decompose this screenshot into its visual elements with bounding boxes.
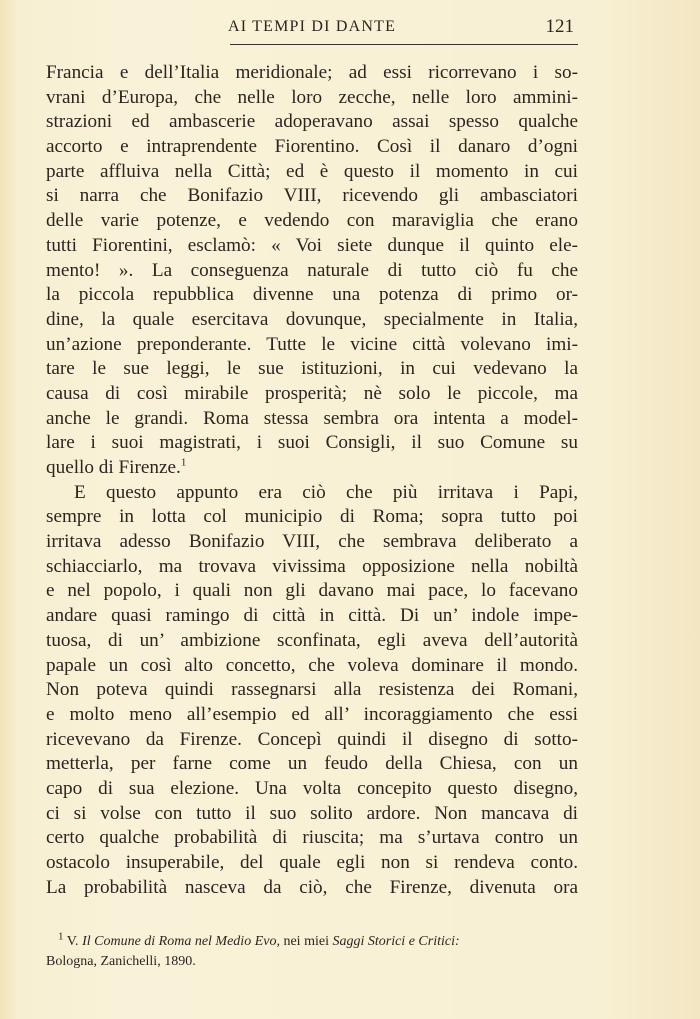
text-line: papale un così alto concetto, che voleva dominare il mondo. xyxy=(46,654,578,676)
text-line-last xyxy=(46,456,578,481)
text-line: Francia e dell’Italia meridionale; ad essi ricorrevano i so- xyxy=(46,62,578,83)
text-line: delle varie potenze, e vedendo con maraviglia che erano xyxy=(46,210,578,232)
text-line: schiacciarlo, ma trovava vivissima opposizione nella nobiltà xyxy=(46,555,578,577)
text-line: e nel popolo, i quali non gli davano mai pace, lo facevano xyxy=(46,580,578,602)
text-line: accorto e intraprendente Fiorentino. Così il danaro d’ogni xyxy=(46,136,578,158)
footnote-line xyxy=(46,932,580,952)
text-line: strazioni ed ambascerie adoperavano assai spesso qualche xyxy=(46,111,578,133)
text-line-content: quello di Firenze. xyxy=(46,457,181,478)
text-line: metterla, per farne come un feudo della Chiesa, con un xyxy=(46,753,578,775)
text-line: lare i suoi magistrati, i suoi Consigli, il suo Comune su xyxy=(46,432,578,454)
text-line: la piccola repubblica divenne una potenza di primo or- xyxy=(46,284,578,306)
page-number: 121 xyxy=(545,16,574,37)
paragraph-first-line: E questo appunto era ciò che più irritava i Papi, xyxy=(74,481,578,503)
footnote-reference: 1 xyxy=(180,456,187,469)
text-line: vrani d’Europa, che nelle loro zecche, nelle loro ammini- xyxy=(46,86,578,108)
text-line: capo di sua elezione. Una volta concepito questo disegno, xyxy=(46,777,578,799)
footnote-collection-title: Saggi Storici e Critici: xyxy=(332,934,460,949)
text-line: anche le grandi. Roma stessa sembra ora intenta a model- xyxy=(46,407,578,429)
text-line: La probabilità nasceva da ciò, che Firenze, divenuta ora xyxy=(46,876,578,898)
footnote-lead: V. xyxy=(66,934,79,949)
text-line: tutti Fiorentini, esclamò: « Voi siete dunque il quinto ele- xyxy=(46,234,578,256)
header-rule xyxy=(230,44,578,45)
text-line: irritava adesso Bonifazio VIII, che sembrava deliberato a xyxy=(46,531,578,553)
footnote-work-title: Il Comune di Roma nel Medio Evo, xyxy=(82,934,280,949)
footnote-middle: nei miei xyxy=(283,934,329,949)
text-line: tuosa, di un’ ambizione sconfinata, egli aveva dell’autorità xyxy=(46,629,578,651)
text-line: tare le sue leggi, le sue istituzioni, in cui vedevano la xyxy=(46,358,578,380)
text-line: causa di così mirabile prosperità; nè solo le piccole, ma xyxy=(46,382,578,404)
footnote-marker: 1 xyxy=(58,930,64,943)
text-line: si narra che Bonifazio VIII, ricevendo gli ambasciatori xyxy=(46,185,578,207)
text-line: ci si volse con tutto il suo solito ardore. Non mancava di xyxy=(46,802,578,824)
text-line: parte affluiva nella Città; ed è questo il momento in cui xyxy=(46,160,578,182)
footnote-publisher: Bologna, Zanichelli, 1890. xyxy=(46,954,196,969)
text-line: andare quasi ramingo di città in città. Di un’ indole impe- xyxy=(46,605,578,627)
text-line: ostacolo insuperabile, del quale egli non si rendeva conto. xyxy=(46,852,578,873)
footnote xyxy=(46,932,580,972)
text-line: Non poteva quindi rassegnarsi alla resistenza dei Romani, xyxy=(46,679,578,701)
text-line: e molto meno all’esempio ed all’ incoraggiamento che essi xyxy=(46,703,578,725)
text-line: certo qualche probabilità di riuscita; ma s’urtava contro un xyxy=(46,827,578,849)
text-line: sempre in lotta col municipio di Roma; sopra tutto poi xyxy=(46,506,578,528)
text-line: ricevevano da Firenze. Concepì quindi il disegno di sotto- xyxy=(46,728,578,750)
text-line: mento! ». La conseguenza naturale di tutto ciò fu che xyxy=(46,259,578,281)
text-line: dine, la quale esercitava dovunque, specialmente in Italia, xyxy=(46,308,578,330)
running-title: AI TEMPI DI DANTE xyxy=(227,18,397,35)
running-header xyxy=(46,16,578,42)
text-line: un’azione preponderante. Tutte le vicine città volevano imi- xyxy=(46,333,578,355)
body-text xyxy=(46,61,578,900)
